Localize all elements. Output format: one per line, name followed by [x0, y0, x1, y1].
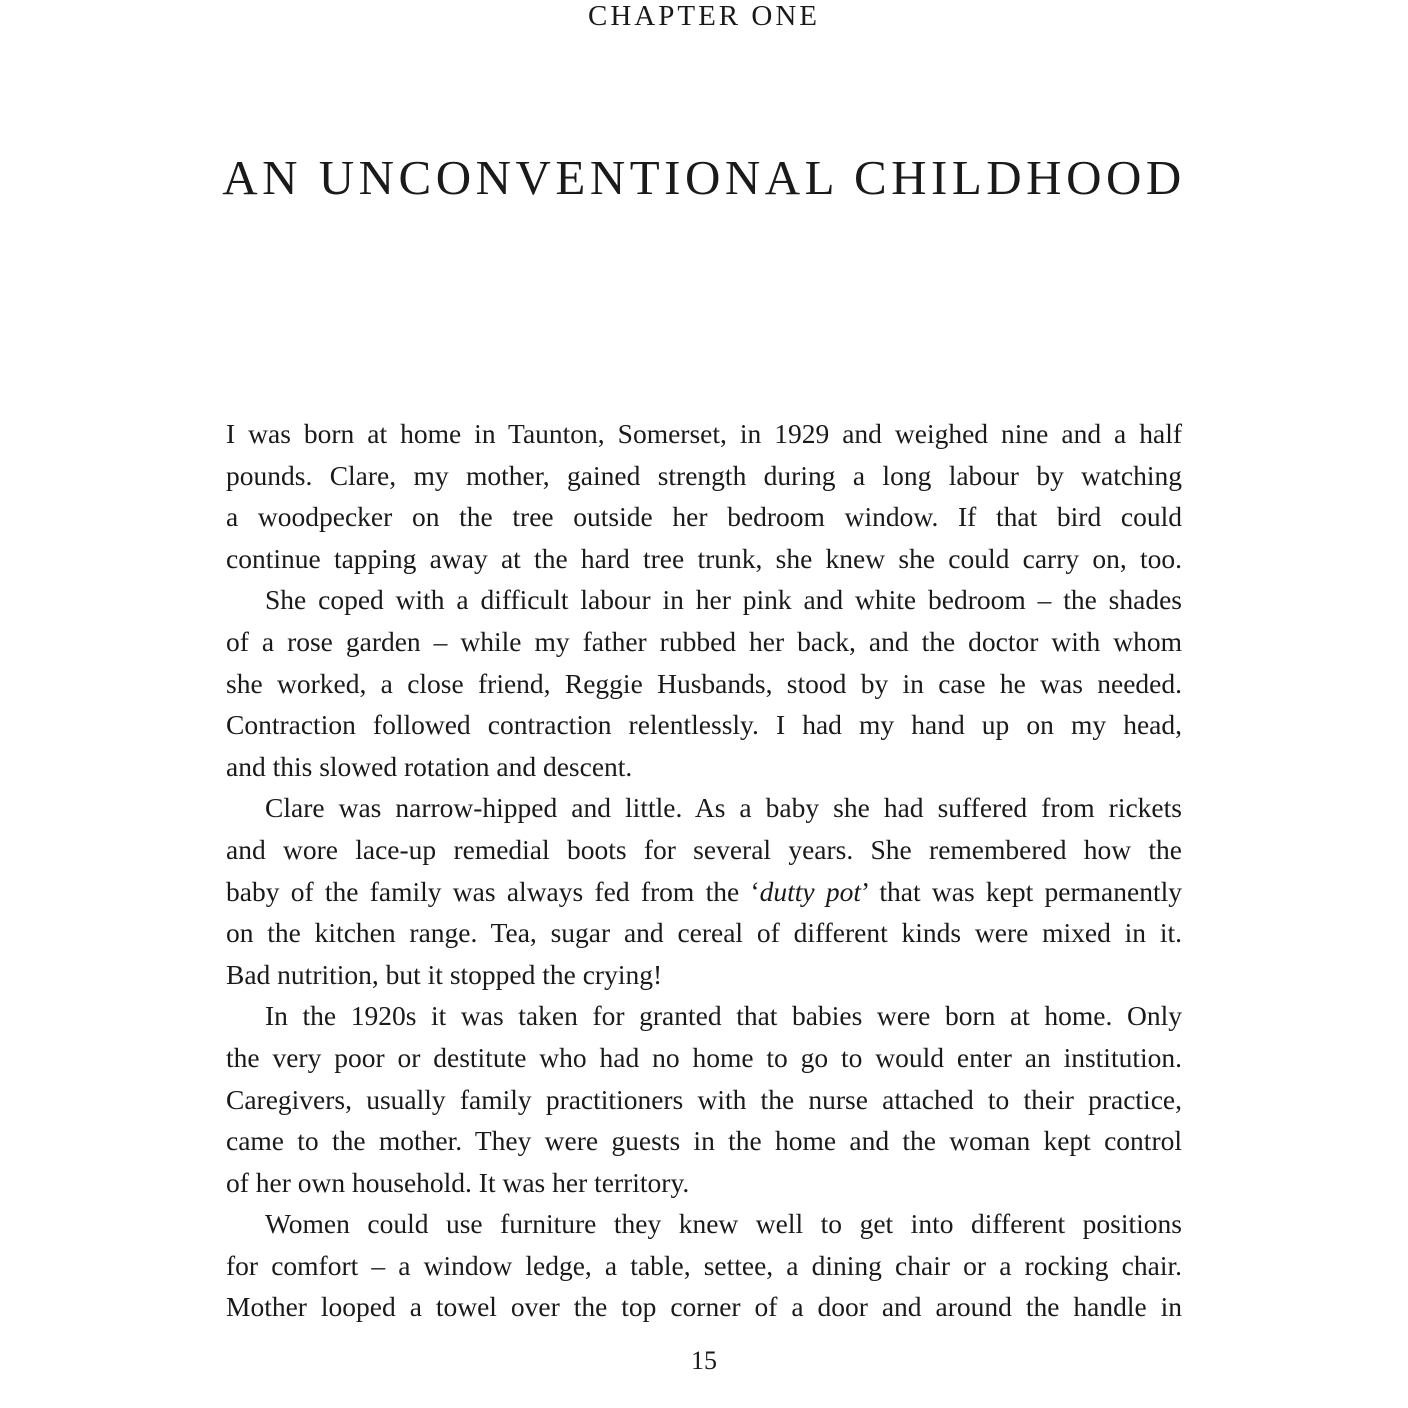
- text-line: and this slowed rotation and descent.: [226, 750, 633, 782]
- text-line: continue tapping away at the hard tree trunk, she knew she could carry on, too.: [226, 542, 1182, 574]
- text-line: of her own household. It was her territory.: [226, 1166, 690, 1198]
- text-line: on the kitchen range. Tea, sugar and cereal of different kinds were mixed in it.: [226, 917, 1182, 949]
- text-line: of a rose garden – while my father rubbed her back, and the doctor with whom: [226, 625, 1182, 657]
- paragraph-3: [226, 787, 1182, 995]
- paragraph-4: [226, 995, 1182, 1203]
- text-line: and wore lace-up remedial boots for several years. She remembered how the: [226, 833, 1182, 865]
- text-line: Women could use furniture they knew well to get into different positions: [265, 1208, 1182, 1240]
- text-line-with-italic: [226, 871, 1182, 913]
- text-line: the very poor or destitute who had no home to go to would enter an institution.: [226, 1041, 1182, 1073]
- text-line: Bad nutrition, but it stopped the crying!: [226, 958, 663, 990]
- italic-term: dutty pot: [759, 875, 862, 907]
- chapter-label: CHAPTER ONE: [588, 0, 820, 32]
- paragraph-5: [226, 1203, 1182, 1328]
- chapter-title: AN UNCONVENTIONAL CHILDHOOD: [222, 150, 1186, 205]
- text-line: Mother looped a towel over the top corner of a door and around the handle in: [226, 1291, 1182, 1323]
- text-line: she worked, a close friend, Reggie Husbands, stood by in case he was needed.: [226, 667, 1182, 699]
- text-line: She coped with a difficult labour in her pink and white bedroom – the shades: [265, 584, 1182, 616]
- paragraph-2: [226, 579, 1182, 787]
- text-line: for comfort – a window ledge, a table, settee, a dining chair or a rocking chair.: [226, 1249, 1182, 1281]
- text-line: Clare was narrow-hipped and little. As a baby she had suffered from rickets: [265, 792, 1182, 824]
- text-line: pounds. Clare, my mother, gained strength during a long labour by watching: [226, 459, 1182, 491]
- text-line: In the 1920s it was taken for granted that babies were born at home. Only: [265, 1000, 1182, 1032]
- text-line: a woodpecker on the tree outside her bedroom window. If that bird could: [226, 501, 1182, 533]
- text-segment: ’ that was kept permanently: [861, 875, 1182, 907]
- body-text: [226, 413, 1182, 1328]
- text-line: came to the mother. They were guests in the home and the woman kept control: [226, 1125, 1182, 1157]
- text-line: I was born at home in Taunton, Somerset, in 1929 and weighed nine and a half: [226, 418, 1182, 449]
- text-segment: baby of the family was always fed from the ‘: [226, 875, 760, 907]
- text-line: Contraction followed contraction relentlessly. I had my hand up on my head,: [226, 709, 1182, 741]
- page-number: 15: [691, 1346, 717, 1375]
- text-line: Caregivers, usually family practitioners with the nurse attached to their practice,: [226, 1083, 1182, 1115]
- paragraph-1: [226, 413, 1182, 579]
